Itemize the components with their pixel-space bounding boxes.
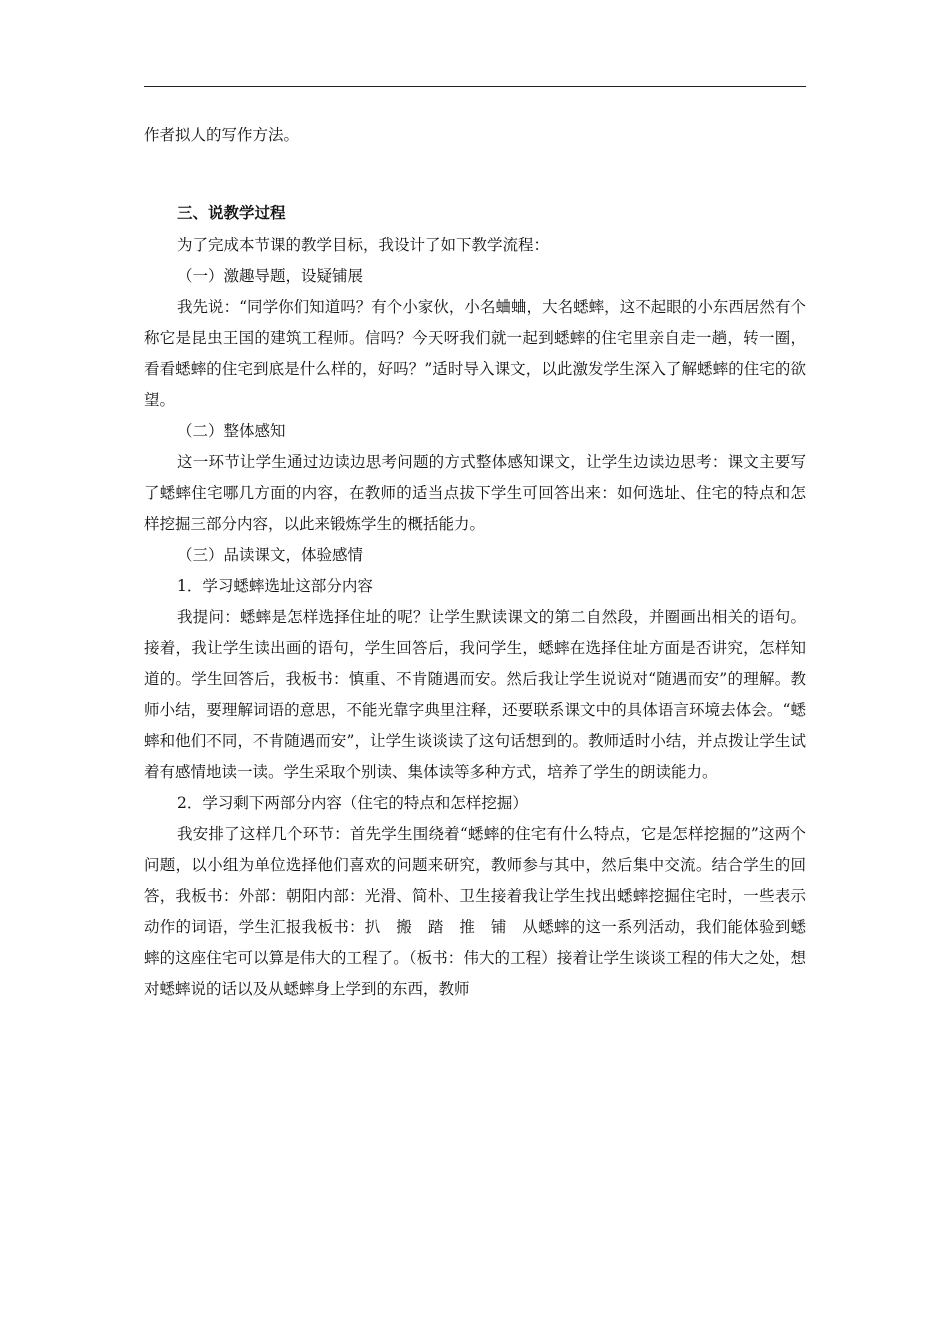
item-2-paragraph: 我安排了这样几个环节：首先学生围绕着“蟋蟀的住宅有什么特点，它是怎样挖掘的”这两个问题，以小组为单位选择他们喜欢的问题来研究，教师参与其中，然后集中交流。结合学生的回答，我板书：外部：朝阳内部：光滑、简朴、卫生接着我让学生找出蟋蟀挖掘住宅时，一些表示动作的词语，学生汇报我板书：扒 搬 踏 推 铺 从蟋蟀的这一系列活动，我们能体验到蟋蟀的这座住宅可以算是伟大的工程了。（板书：伟大的工程）接着让学生谈谈工程的伟大之处，想对蟋蟀说的话以及从蟋蟀身上学到的东西，教师 <box>144 825 806 998</box>
step-2-heading: （二）整体感知 <box>177 422 286 440</box>
header-rule <box>144 86 806 87</box>
paragraph-continuation: 作者拟人的写作方法。 <box>144 126 300 144</box>
document-body <box>144 120 806 1005</box>
section-heading: 三、说教学过程 <box>177 203 286 222</box>
step-3-heading: （三）品读课文，体验感情 <box>177 546 364 564</box>
item-2-heading: 2．学习剩下两部分内容（住宅的特点和怎样挖掘） <box>177 794 528 812</box>
step-1-heading: （一）激趣导题，设疑铺展 <box>177 267 364 285</box>
item-1-heading: 1．学习蟋蟀选址这部分内容 <box>177 577 373 595</box>
step-1-paragraph: 我先说：“同学你们知道吗？有个小家伙，小名蛐蛐，大名蟋蟀，这不起眼的小东西居然有个称它是昆虫王国的建筑工程师。信吗？今天呀我们就一起到蟋蟀的住宅里亲自走一趟，转一圈，看看蟋蟀的住宅到底是什么样的，好吗？”适时导入课文，以此激发学生深入了解蟋蟀的住宅的欲望。 <box>144 298 806 409</box>
step-2-paragraph: 这一环节让学生通过边读边思考问题的方式整体感知课文，让学生边读边思考：课文主要写了蟋蟀住宅哪几方面的内容，在教师的适当点拔下学生可回答出来：如何选址、住宅的特点和怎样挖掘三部分内容，以此来锻炼学生的概括能力。 <box>144 453 806 533</box>
intro-paragraph: 为了完成本节课的教学目标，我设计了如下教学流程： <box>177 236 550 254</box>
item-1-paragraph: 我提问：蟋蟀是怎样选择住址的呢？让学生默读课文的第二自然段，并圈画出相关的语句。接着，我让学生读出画的语句，学生回答后，我问学生，蟋蟀在选择住址方面是否讲究，怎样知道的。学生回答后，我板书：慎重、不肯随遇而安。然后我让学生说说对“随遇而安”的理解。教师小结，要理解词语的意思，不能光靠字典里注释，还要联系课文中的具体语言环境去体会。“蟋蟀和他们不同，不肯随遇而安”，让学生谈谈读了这句话想到的。教师适时小结，并点拨让学生试着有感情地读一读。学生采取个别读、集体读等多种方式，培养了学生的朗读能力。 <box>144 608 806 781</box>
